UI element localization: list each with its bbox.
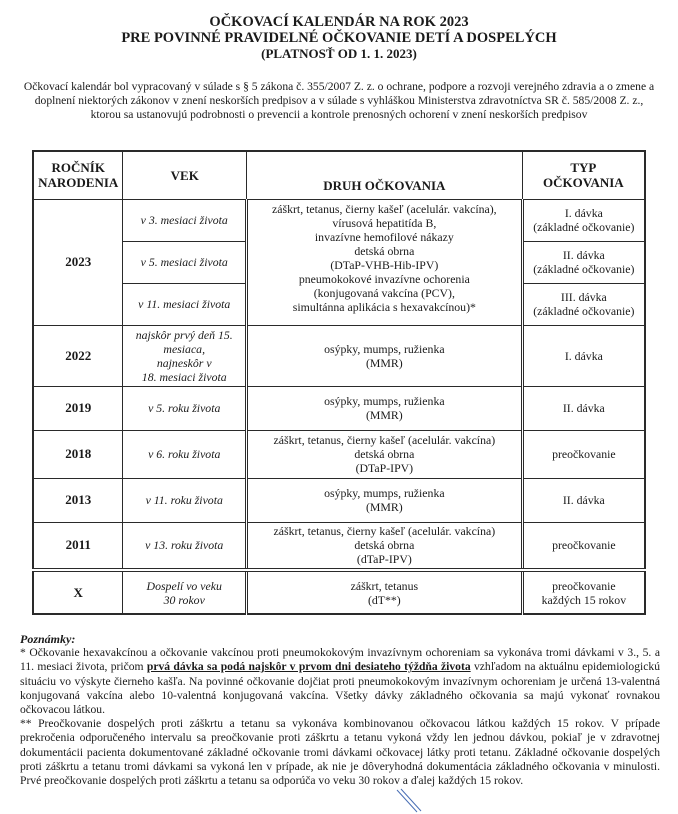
birth-year-cell: 2011 xyxy=(33,522,123,570)
type-cell xyxy=(522,283,645,325)
age-line: najneskôr v xyxy=(156,355,212,370)
type-line: (základné očkovanie) xyxy=(533,262,635,276)
vaccine-line: osýpky, mumps, ružienka xyxy=(324,394,445,408)
vaccine-line: (MMR) xyxy=(365,355,403,370)
title-line-2: PRE POVINNÉ PRAVIDELNÉ OČKOVANIE DETÍ A DOSPELÝCH xyxy=(121,30,557,46)
age-cell: v 13. roku života xyxy=(123,522,247,570)
intro-paragraph: Očkovací kalendár bol vypracovaný v súlade s § 5 zákona č. 355/2007 Z. z. o ochrane, podpore a rozvoji verejného zdravia a o zmene a doplnení niektorých zákonov v znení neskorších predpisov a v súlade s vyhláškou Ministerstva zdravotníctva SR č. 585/2008 Z. z., ktorou sa ustanovujú podrobnosti o prevencii a kontrole prenosných ochorení v znení neskorších predpisov xyxy=(23,80,655,121)
vaccine-line: pneumokokové invazívne ochorenia xyxy=(298,271,470,286)
vaccine-line: (DTaP-VHB-Hib-IPV) xyxy=(330,257,439,272)
type-cell xyxy=(522,241,645,283)
type-line: preočkovanie xyxy=(552,578,616,593)
type-cell xyxy=(522,570,645,614)
vaccine-cell xyxy=(246,478,522,522)
header-vaccination-kind xyxy=(522,151,645,199)
note-emphasis: prvá dávka sa podá najskôr v prvom dni desiateho týždňa života xyxy=(146,660,471,674)
vaccine-line: záškrt, tetanus xyxy=(350,578,419,593)
type-line: III. dávka xyxy=(560,290,607,304)
header-age: VEK xyxy=(123,151,247,199)
vaccine-line: (dTaP-IPV) xyxy=(356,552,412,567)
vaccine-line: detská obrna xyxy=(354,447,415,461)
table-row xyxy=(33,386,645,430)
vaccine-line: (MMR) xyxy=(365,500,403,514)
table-header-row xyxy=(33,151,645,199)
note-text: vzhľadom na aktuálnu epidemiologickú situáciu vo výskyte čierneho kašľa. Na povinné očkovanie dojčiat proti pneumokokovým invazívnym ochoreniam je určená 13-valentná konjugovaná vakcína alebo 10-valentná konjugovaná vakcína. Všetky dávky základného očkovania sa majú vykonať rovnakou očkovacou látkou. xyxy=(20,660,660,717)
age-cell: v 6. roku života xyxy=(123,430,247,478)
type-cell: II. dávka xyxy=(522,386,645,430)
vaccine-line: (konjugovaná vakcína (PCV), xyxy=(313,285,455,300)
type-cell: I. dávka xyxy=(522,325,645,386)
header-text: ROČNÍK xyxy=(51,160,105,176)
vaccine-line: osýpky, mumps, ružienka xyxy=(324,486,445,500)
vaccine-line: vírusová hepatitída B, xyxy=(332,215,437,230)
note-text: * Očkovanie hexavakcínou a očkovanie vakcínou proti pneumokokovým invazívnym ochoreniam sa vykonáva tromi dávkami v 3., 5. a 11. mesiaci života, pričom xyxy=(20,646,660,674)
birth-year-cell: 2013 xyxy=(33,478,123,522)
type-cell: preočkovanie xyxy=(522,522,645,570)
vaccine-cell xyxy=(246,386,522,430)
age-cell xyxy=(123,325,247,386)
vaccine-line: detská obrna xyxy=(354,243,415,258)
vaccine-line: simultánna aplikácia s hexavakcínou)* xyxy=(292,299,476,314)
type-cell xyxy=(522,199,645,241)
age-cell: v 3. mesiaci života xyxy=(123,199,247,241)
vaccine-cell xyxy=(246,522,522,570)
type-line: (základné očkovanie) xyxy=(533,220,635,234)
type-cell: II. dávka xyxy=(522,478,645,522)
vaccine-cell xyxy=(246,199,522,325)
table-row xyxy=(33,325,645,386)
table-row xyxy=(33,430,645,478)
age-cell: v 5. roku života xyxy=(123,386,247,430)
header-text: OČKOVANIA xyxy=(543,175,624,191)
birth-year-cell: X xyxy=(33,570,123,614)
document-title-block xyxy=(0,14,678,62)
table-row xyxy=(33,522,645,570)
title-line-1: OČKOVACÍ KALENDÁR NA ROK 2023 xyxy=(209,14,469,30)
notes-section xyxy=(20,632,660,788)
title-line-3: (PLATNOSŤ OD 1. 1. 2023) xyxy=(261,46,417,61)
table-row xyxy=(33,478,645,522)
table-row xyxy=(33,570,645,614)
header-text: NARODENIA xyxy=(38,175,119,191)
type-line: každých 15 rokov xyxy=(541,592,627,607)
type-cell: preočkovanie xyxy=(522,430,645,478)
birth-year-cell: 2022 xyxy=(33,325,123,386)
notes-heading: Poznámky: xyxy=(20,632,76,646)
age-line: najskôr prvý deň 15. xyxy=(135,327,233,342)
note-adult-booster: ** Preočkovanie dospelých proti záškrtu a tetanu sa vykonáva kombinovanou očkovacou látkou každých 15 rokov. V prípade prekročenia odporučeného intervalu sa preočkovanie proti záškrtu a tetanu vykoná vždy len jednou dávkou, pokiaľ je v zdravotnej dokumentácii pacienta dokumentované základné očkovanie tromi dávkami očkovacej látky proti tetanu. Základné očkovanie dospelých proti záškrtu a tetanu tromi dávkami sa vykoná len v prípade, ak nie je dôveryhodná dokumentácia základného očkovania v minulosti. Prvé preočkovanie dospelých proti záškrtu a tetanu sa odporúča vo veku 30 rokov a ďalej každých 15 rokov. xyxy=(20,717,660,788)
vaccination-calendar-table xyxy=(32,150,646,615)
age-cell: v 5. mesiaci života xyxy=(123,241,247,283)
header-vaccine-type: DRUH OČKOVANIA xyxy=(246,151,522,199)
age-line: Dospelí vo veku xyxy=(146,578,222,593)
vaccine-line: záškrt, tetanus, čierny kašeľ (acelulár. vakcína) xyxy=(273,524,496,539)
age-cell: v 11. mesiaci života xyxy=(123,283,247,325)
vaccine-line: záškrt, tetanus, čierny kašeľ (acelulár. vakcína) xyxy=(273,433,496,447)
vaccine-cell xyxy=(246,570,522,614)
header-birth-year xyxy=(33,151,123,199)
age-line: 18. mesiaci života xyxy=(141,369,227,384)
birth-year-cell: 2018 xyxy=(33,430,123,478)
vaccine-line: (DTaP-IPV) xyxy=(355,461,414,475)
note-hexavaccine xyxy=(20,646,660,717)
vaccine-cell xyxy=(246,325,522,386)
vaccine-cell xyxy=(246,430,522,478)
header-text: TYP xyxy=(570,160,597,176)
birth-year-cell: 2023 xyxy=(33,199,123,325)
vaccine-line: detská obrna xyxy=(354,538,415,553)
age-line: mesiaca, xyxy=(163,341,206,356)
vaccine-line: osýpky, mumps, ružienka xyxy=(324,341,445,356)
birth-year-cell: 2019 xyxy=(33,386,123,430)
vaccine-line: (MMR) xyxy=(365,408,403,422)
type-line: I. dávka xyxy=(564,206,603,220)
vaccine-line: záškrt, tetanus, čierny kašeľ (acelulár. vakcína), xyxy=(272,201,497,216)
vaccine-line: invazívne hemofilové nákazy xyxy=(314,229,454,244)
type-line: II. dávka xyxy=(562,248,605,262)
pen-mark-icon xyxy=(395,788,425,814)
age-cell xyxy=(123,570,247,614)
age-line: 30 rokov xyxy=(163,592,205,607)
age-cell: v 11. roku života xyxy=(123,478,247,522)
vaccine-line: (dT**) xyxy=(367,592,401,607)
table-row xyxy=(33,199,645,241)
type-line: (základné očkovanie) xyxy=(533,304,635,318)
